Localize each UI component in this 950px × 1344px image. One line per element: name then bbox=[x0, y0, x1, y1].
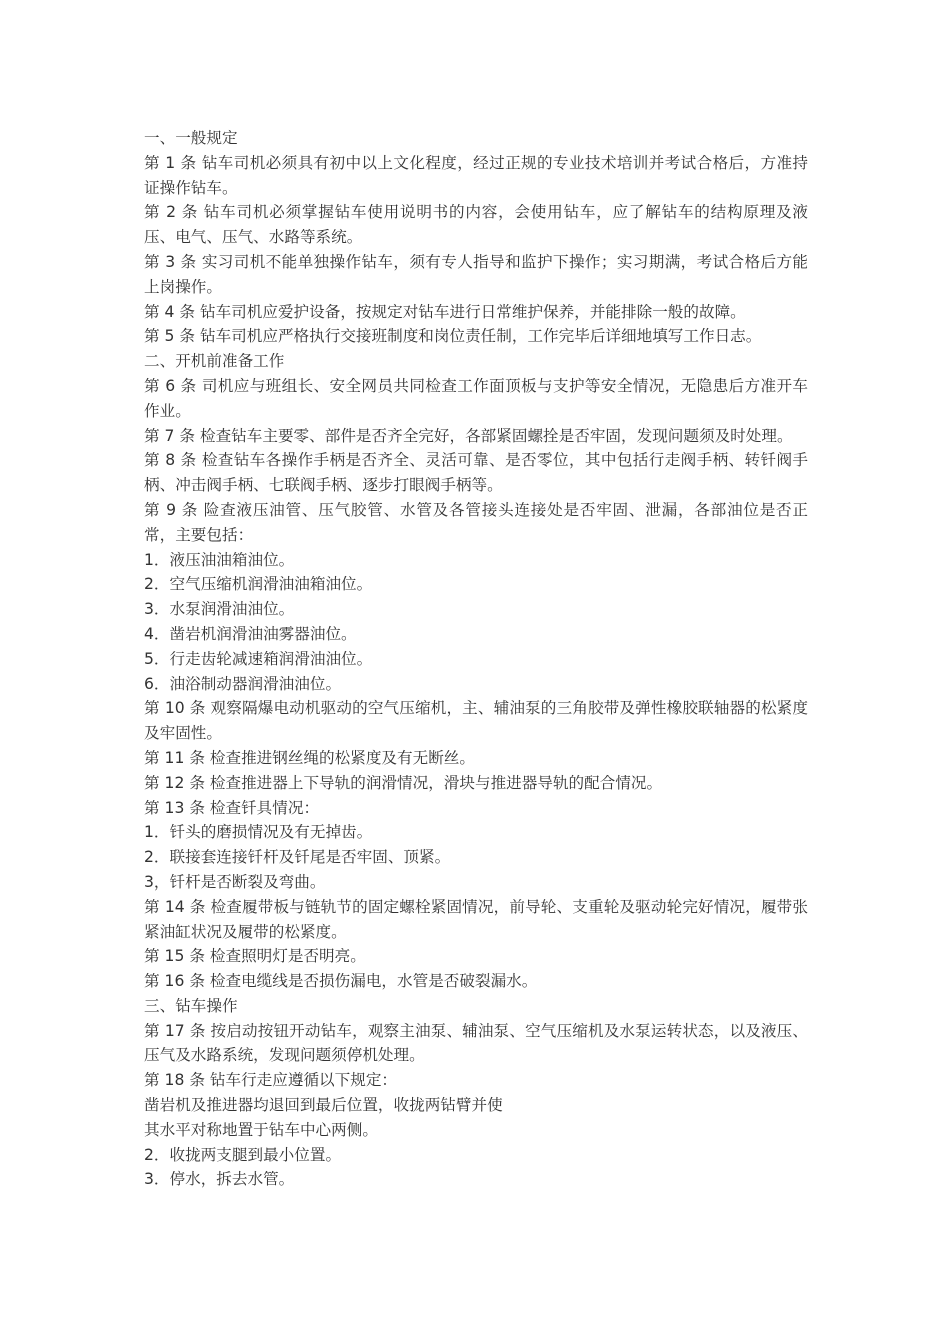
list-item: 3．水泵润滑油油位。 bbox=[144, 600, 295, 619]
article-2: 第 2 条 钻车司机必须掌握钻车使用说明书的内容，会使用钻车，应了解钻车的结构原理及液压、电气、压气、水路等系统。 bbox=[144, 203, 808, 247]
section-heading-pre-start: 二、开机前准备工作 bbox=[144, 352, 285, 371]
article-12: 第 12 条 检查推进器上下导轨的润滑情况，滑块与推进器导轨的配合情况。 bbox=[144, 773, 663, 792]
article-3: 第 3 条 实习司机不能单独操作钻车，须有专人指导和监护下操作；实习期满，考试合格后方能上岗操作。 bbox=[144, 252, 808, 296]
article-8: 第 8 条 检查钻车各操作手柄是否齐全、灵活可靠、是否零位，其中包括行走阀手柄、转钎阀手柄、冲击阀手柄、七联阀手柄、逐步打眼阀手柄等。 bbox=[144, 451, 808, 495]
list-item: 6．油浴制动器润滑油油位。 bbox=[144, 674, 342, 693]
article-10: 第 10 条 观察隔爆电动机驱动的空气压缩机，主、辅油泵的三角胶带及弹性橡胶联轴器的松紧度及牢固性。 bbox=[144, 699, 808, 743]
list-item: 凿岩机及推进器均退回到最后位置，收拢两钻臂并使 bbox=[144, 1096, 503, 1115]
article-14: 第 14 条 检查履带板与链轨节的固定螺栓紧固情况，前导轮、支重轮及驱动轮完好情况，履带张紧油缸状况及履带的松紧度。 bbox=[144, 897, 808, 941]
document-body bbox=[144, 126, 808, 1192]
list-item: 2．联接套连接钎杆及钎尾是否牢固、顶紧。 bbox=[144, 848, 451, 867]
article-13: 第 13 条 检查钎具情况： bbox=[144, 798, 320, 817]
list-item: 1．液压油油箱油位。 bbox=[144, 550, 295, 569]
list-item: 2．空气压缩机润滑油油箱油位。 bbox=[144, 575, 373, 594]
article-6: 第 6 条 司机应与班组长、安全网员共同检查工作面顶板与支护等安全情况，无隐患后方准开车作业。 bbox=[144, 376, 808, 420]
article-5: 第 5 条 钻车司机应严格执行交接班制度和岗位责任制，工作完毕后详细地填写工作日志。 bbox=[144, 327, 762, 346]
article-1: 第 1 条 钻车司机必须具有初中以上文化程度，经过正规的专业技术培训并考试合格后，方准持证操作钻车。 bbox=[144, 153, 808, 197]
list-item: 1．钎头的磨损情况及有无掉齿。 bbox=[144, 823, 373, 842]
list-item: 3．停水，拆去水管。 bbox=[144, 1170, 295, 1189]
list-item: 5．行走齿轮减速箱润滑油油位。 bbox=[144, 649, 373, 668]
section-heading-operation: 三、钻车操作 bbox=[144, 996, 238, 1015]
article-15: 第 15 条 检查照明灯是否明亮。 bbox=[144, 947, 366, 966]
list-item: 其水平对称地置于钻车中心两侧。 bbox=[144, 1120, 378, 1139]
article-4: 第 4 条 钻车司机应爱护设备，按规定对钻车进行日常维护保养，并能排除一般的故障。 bbox=[144, 302, 746, 321]
list-item: 4．凿岩机润滑油油雾器油位。 bbox=[144, 624, 357, 643]
list-item: 3，钎杆是否断裂及弯曲。 bbox=[144, 872, 326, 891]
list-item: 2．收拢两支腿到最小位置。 bbox=[144, 1145, 342, 1164]
article-7: 第 7 条 检查钻车主要零、部件是否齐全完好，各部紧固螺拴是否牢固，发现问题须及时处理。 bbox=[144, 426, 793, 445]
article-11: 第 11 条 检查推进钢丝绳的松紧度及有无断丝。 bbox=[144, 748, 475, 767]
article-9: 第 9 条 险查液压油管、压气胶管、水管及各管接头连接处是否牢固、泄漏，各部油位是否正常，主要包括： bbox=[144, 500, 808, 544]
article-16: 第 16 条 检查电缆线是否损伤漏电，水管是否破裂漏水。 bbox=[144, 972, 538, 991]
article-17: 第 17 条 按启动按钮开动钻车，观察主油泵、辅油泵、空气压缩机及水泵运转状态，以及液压、压气及水路系统，发现问题须停机处理。 bbox=[144, 1021, 808, 1065]
article-18: 第 18 条 钻车行走应遵循以下规定： bbox=[144, 1071, 398, 1090]
section-heading-general-rules: 一、一般规定 bbox=[144, 129, 238, 147]
